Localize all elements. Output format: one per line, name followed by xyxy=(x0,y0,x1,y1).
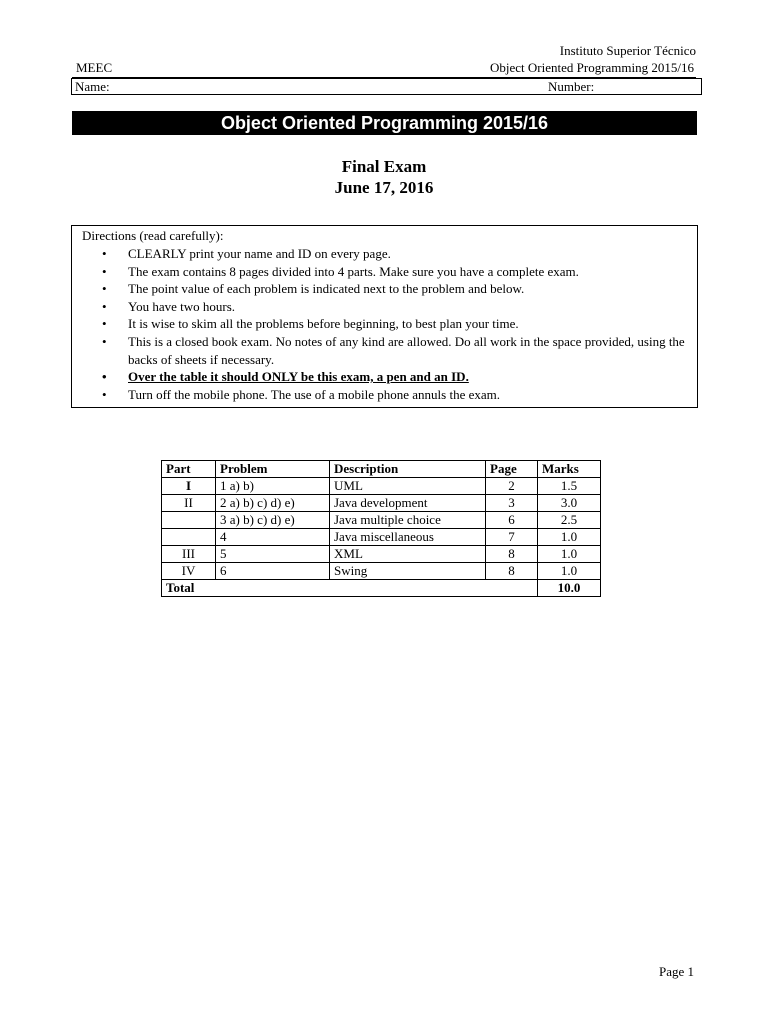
cell-description: XML xyxy=(330,546,486,563)
table-row xyxy=(162,495,601,512)
directions-item-emphasis: • Over the table it should ONLY be this exam, a pen and an ID. xyxy=(102,369,469,385)
cell-description: UML xyxy=(330,478,486,495)
total-label: Total xyxy=(162,580,538,597)
page-number: Page 1 xyxy=(658,964,694,979)
cell-problem: 5 xyxy=(216,546,330,563)
table-header-row xyxy=(162,461,601,478)
cell-marks: 1.0 xyxy=(538,546,601,563)
course-header: Object Oriented Programming 2015/16 xyxy=(490,60,694,75)
cell-problem: 3 a) b) c) d) e) xyxy=(216,512,330,529)
cell-problem: 6 xyxy=(216,563,330,580)
bullet-icon: • xyxy=(102,333,107,349)
header-problem: Problem xyxy=(216,461,330,478)
cell-part: III xyxy=(162,546,216,563)
cell-description: Java miscellaneous xyxy=(330,529,486,546)
table-row xyxy=(162,529,601,546)
cell-page: 7 xyxy=(486,529,538,546)
directions-item: • This is a closed book exam. No notes of any kind are allowed. Do all work in the space provided, using the backs of sheets if necessary. xyxy=(102,333,685,367)
directions-item: • The exam contains 8 pages divided into 4 parts. Make sure you have a complete exam. xyxy=(102,263,579,279)
cell-page: 6 xyxy=(486,512,538,529)
exam-heading xyxy=(0,156,768,198)
cell-page: 8 xyxy=(486,546,538,563)
institution-name: Instituto Superior Técnico xyxy=(559,43,696,58)
cell-problem: 2 a) b) c) d) e) xyxy=(216,495,330,512)
cell-part: IV xyxy=(162,563,216,580)
bullet-icon: • xyxy=(102,386,107,402)
directions-list xyxy=(102,245,692,403)
number-label: Number: xyxy=(548,79,595,94)
header-marks: Marks xyxy=(538,461,601,478)
cell-marks: 1.0 xyxy=(538,563,601,580)
total-value: 10.0 xyxy=(538,580,601,597)
cell-description: Java multiple choice xyxy=(330,512,486,529)
cell-part xyxy=(162,512,216,529)
directions-item: • The point value of each problem is indicated next to the problem and below. xyxy=(102,281,525,297)
exam-date: June 17, 2016 xyxy=(334,178,434,197)
cell-marks: 1.0 xyxy=(538,529,601,546)
cell-page: 3 xyxy=(486,495,538,512)
total-row xyxy=(162,580,601,597)
cell-part: II xyxy=(162,495,216,512)
directions-item: • It is wise to skim all the problems before beginning, to best plan your time. xyxy=(102,316,519,332)
header-page: Page xyxy=(486,461,538,478)
cell-description: Swing xyxy=(330,563,486,580)
bullet-icon: • xyxy=(102,281,107,297)
page-title: Object Oriented Programming 2015/16 xyxy=(72,111,697,135)
table-row xyxy=(162,563,601,580)
table-row xyxy=(162,512,601,529)
table-row xyxy=(162,546,601,563)
cell-problem: 4 xyxy=(216,529,330,546)
bullet-icon: • xyxy=(102,263,107,279)
directions-item: • CLEARLY print your name and ID on every page. xyxy=(102,246,391,261)
directions-box xyxy=(71,225,698,408)
bullet-icon: • xyxy=(102,369,107,385)
cell-marks: 1.5 xyxy=(538,478,601,495)
exam-title: Final Exam xyxy=(341,157,427,176)
cell-part xyxy=(162,529,216,546)
cell-description: Java development xyxy=(330,495,486,512)
table-row xyxy=(162,478,601,495)
bullet-icon: • xyxy=(102,316,107,332)
bullet-icon: • xyxy=(102,246,107,261)
directions-title: Directions (read carefully): xyxy=(82,228,224,243)
cell-problem: 1 a) b) xyxy=(216,478,330,495)
bullet-icon: • xyxy=(102,298,107,314)
header-part: Part xyxy=(162,461,216,478)
cell-page: 8 xyxy=(486,563,538,580)
directions-item: • Turn off the mobile phone. The use of a mobile phone annuls the exam. xyxy=(102,386,500,402)
marks-table xyxy=(161,460,601,597)
program-code: MEEC xyxy=(76,60,113,75)
cell-part: I xyxy=(162,478,216,495)
header-description: Description xyxy=(330,461,486,478)
directions-item: • You have two hours. xyxy=(102,298,236,314)
cell-marks: 2.5 xyxy=(538,512,601,529)
name-label: Name: xyxy=(75,79,110,94)
cell-page: 2 xyxy=(486,478,538,495)
cell-marks: 3.0 xyxy=(538,495,601,512)
name-number-box xyxy=(71,78,702,95)
